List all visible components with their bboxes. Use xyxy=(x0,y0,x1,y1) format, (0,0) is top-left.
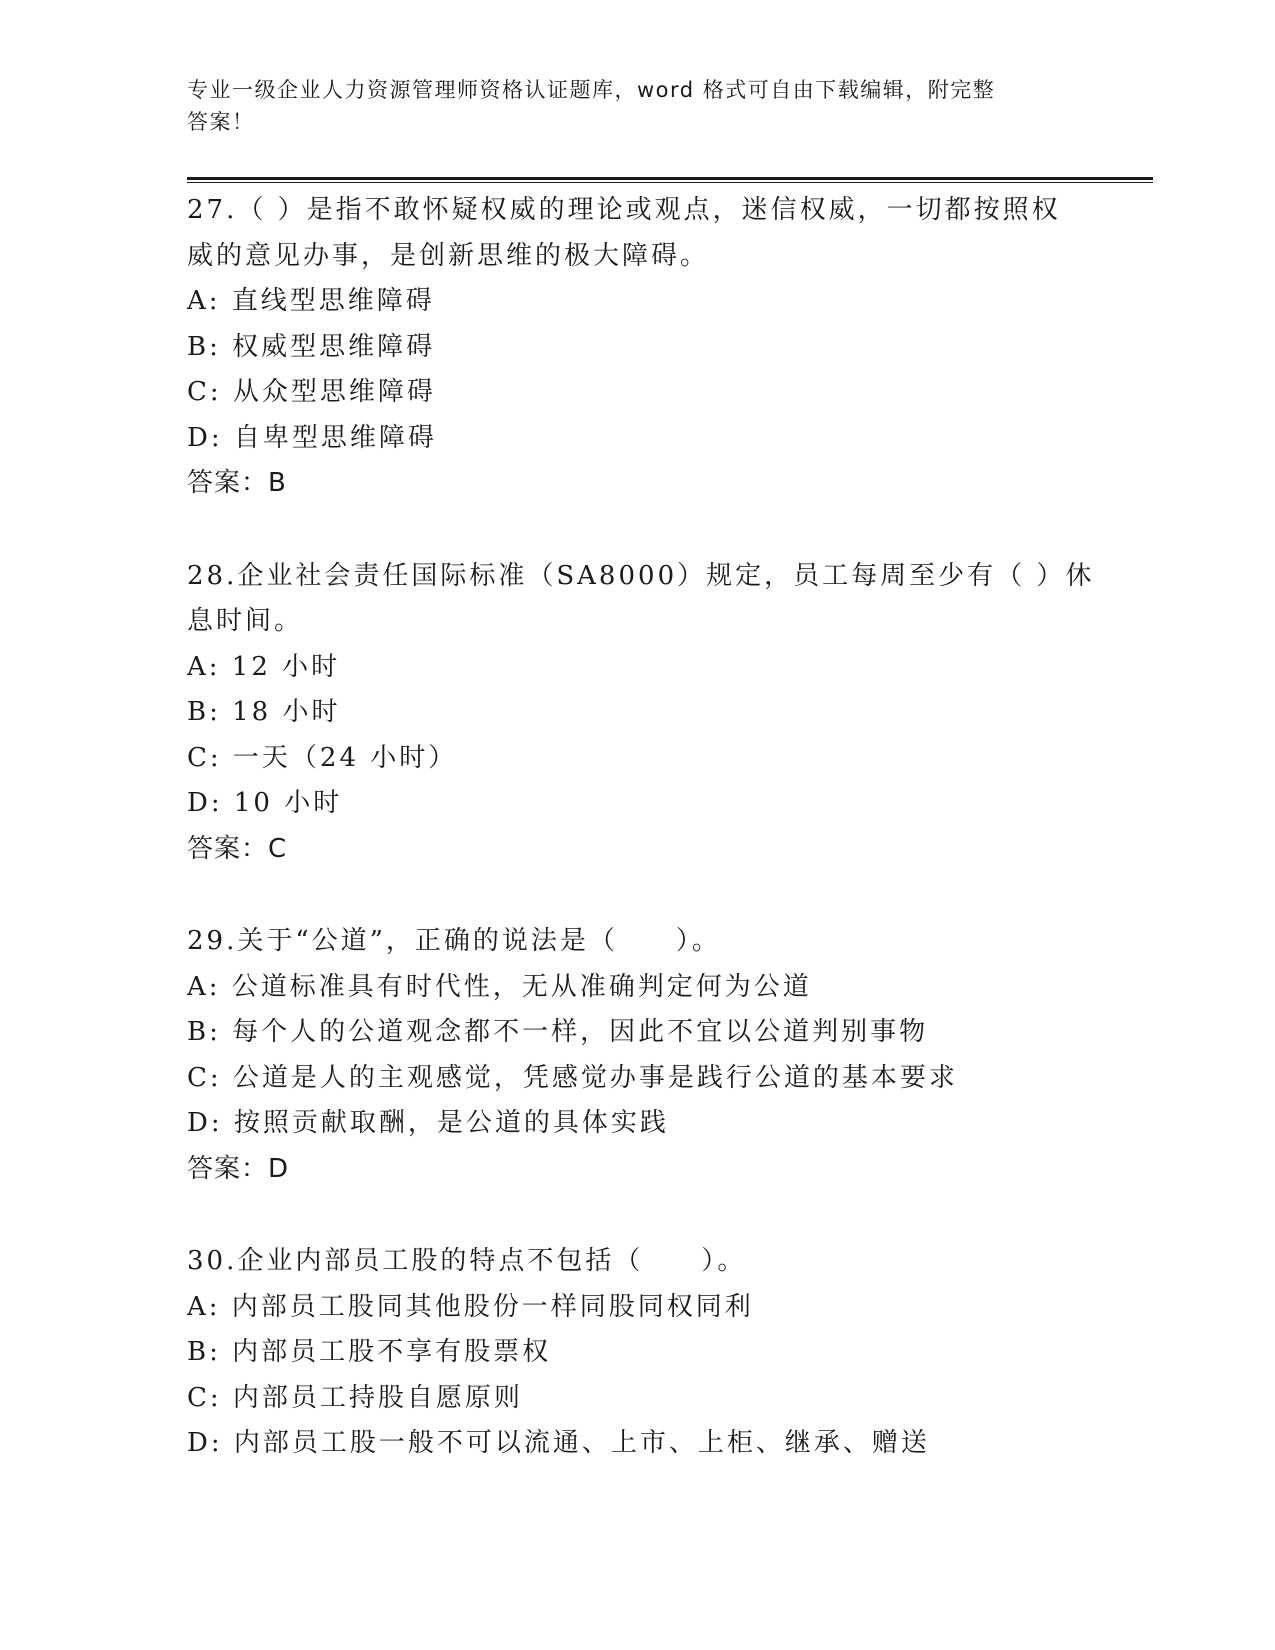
option-b: B: 每个人的公道观念都不一样，因此不宜以公道判别事物 xyxy=(187,1017,929,1047)
option-c: C: 内部员工持股自愿原则 xyxy=(187,1382,523,1413)
option-d: D: 内部员工股一般不可以流通、上市、上柜、继承、赠送 xyxy=(187,1428,930,1458)
option-a: A: 公道标准具有时代性，无从准确判定何为公道 xyxy=(187,971,812,1002)
answer-line: 答案：D xyxy=(187,1153,290,1184)
question-28 xyxy=(187,554,1095,873)
option-b: B: 权威型思维障碍 xyxy=(187,331,436,362)
header-divider-thin xyxy=(187,182,1153,183)
option-d: D: 按照贡献取酬，是公道的具体实践 xyxy=(187,1108,669,1138)
question-stem-line: 威的意见办事，是创新思维的极大障碍。 xyxy=(187,240,710,271)
question-stem-line: 29.关于“公道”，正确的说法是（ ）。 xyxy=(187,926,721,956)
header-divider-thick xyxy=(187,177,1153,180)
question-27 xyxy=(187,188,1087,507)
option-c: C: 从众型思维障碍 xyxy=(187,377,436,407)
header-title-line-2: 答案！ xyxy=(187,110,255,134)
question-stem-line: 28.企业社会责任国际标准（SA8000）规定，员工每周至少有（ ）休 xyxy=(187,560,1095,591)
option-a: A: 12 小时 xyxy=(187,651,341,682)
option-b: B: 内部员工股不享有股票权 xyxy=(187,1337,552,1367)
question-list xyxy=(187,188,1095,1514)
header-title-line-1: 专业一级企业人力资源管理师资格认证题库，word 格式可自由下载编辑，附完整 xyxy=(187,78,996,102)
question-stem-line: 30.企业内部员工股的特点不包括（ ）。 xyxy=(187,1246,747,1276)
option-b: B: 18 小时 xyxy=(187,697,341,727)
option-a: A: 直线型思维障碍 xyxy=(187,286,435,316)
question-29 xyxy=(187,919,1087,1192)
answer-line: 答案：C xyxy=(187,833,288,864)
question-30 xyxy=(187,1239,1087,1467)
question-stem-line: 息时间。 xyxy=(187,606,304,636)
document-header xyxy=(187,74,1067,138)
option-d: D: 10 小时 xyxy=(187,788,343,818)
option-c: C: 公道是人的主观感觉，凭感觉办事是践行公道的基本要求 xyxy=(187,1062,958,1093)
question-stem-line: 27.（ ）是指不敢怀疑权威的理论或观点，迷信权威，一切都按照权 xyxy=(187,195,1061,225)
answer-line: 答案：B xyxy=(187,468,287,498)
option-a: A: 内部员工股同其他股份一样同股同权同利 xyxy=(187,1291,754,1322)
option-c: C: 一天（24 小时） xyxy=(187,742,458,773)
option-d: D: 自卑型思维障碍 xyxy=(187,422,437,453)
